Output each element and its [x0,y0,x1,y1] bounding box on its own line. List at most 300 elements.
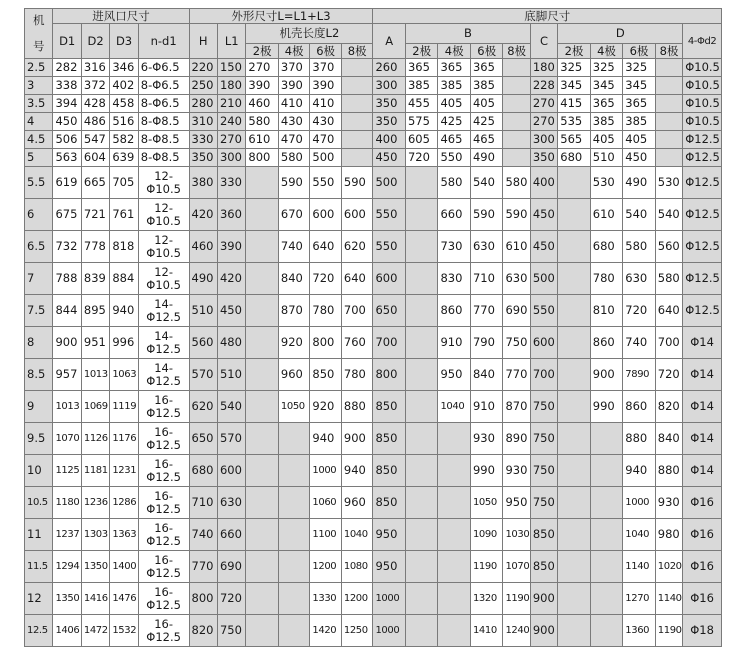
cell-d-4pole: 780 [590,263,623,295]
cell-d-4pole: 510 [590,149,623,167]
cell-d-8pole: 530 [655,167,682,199]
header-machine-no [25,9,53,59]
cell-d-4pole [590,615,623,647]
fan-dimension-table [24,8,722,647]
cell-b-6pole: 490 [470,149,503,167]
cell-l2-8pole: 600 [341,199,373,231]
cell-l2-6pole: 1000 [310,455,341,487]
cell-d-2pole [558,615,591,647]
table-row [25,487,722,519]
cell-d1: 506 [53,131,81,149]
cell-d-2pole [558,231,591,263]
cell-n-d1: 16-Φ12.5 [138,519,189,551]
cell-b-4pole: 425 [438,113,471,131]
cell-d2: 547 [81,131,109,149]
cell-d-4pole: 365 [590,95,623,113]
cell-l2-4pole: 870 [278,295,309,327]
cell-b-4pole: 950 [438,359,471,391]
cell-l2-6pole: 370 [310,59,341,77]
cell-c: 750 [530,487,557,519]
table-row [25,295,722,327]
cell-d-6pole: 345 [623,77,656,95]
cell-h: 650 [189,423,217,455]
cell-holes: Φ14 [683,327,722,359]
cell-l1: 420 [217,263,245,295]
cell-l2-6pole: 1200 [310,551,341,583]
cell-d-8pole: 1190 [655,615,682,647]
cell-c: 850 [530,551,557,583]
cell-l1: 450 [217,295,245,327]
cell-machine-no: 6.5 [25,231,53,263]
cell-holes: Φ10.5 [683,59,722,77]
cell-holes: Φ12.5 [683,231,722,263]
cell-l2-4pole: 430 [278,113,309,131]
cell-d3: 582 [110,131,138,149]
cell-h: 820 [189,615,217,647]
cell-b-6pole: 1410 [470,615,503,647]
cell-d3: 1532 [110,615,138,647]
cell-h: 800 [189,583,217,615]
cell-d-2pole [558,423,591,455]
cell-d2: 372 [81,77,109,95]
cell-machine-no: 3.5 [25,95,53,113]
cell-d-8pole: 540 [655,199,682,231]
cell-h: 770 [189,551,217,583]
cell-b-2pole [405,199,438,231]
cell-d-8pole: 580 [655,263,682,295]
cell-h: 380 [189,167,217,199]
cell-l2-4pole [278,455,309,487]
header-b-pole-4: 4极 [438,44,471,59]
cell-d3: 940 [110,295,138,327]
cell-d1: 844 [53,295,81,327]
cell-machine-no: 12.5 [25,615,53,647]
cell-c: 900 [530,583,557,615]
cell-d2: 1069 [81,391,109,423]
cell-l2-4pole: 590 [278,167,309,199]
cell-d-8pole [655,95,682,113]
cell-d1: 1125 [53,455,81,487]
cell-n-d1: 16-Φ12.5 [138,423,189,455]
cell-b-4pole: 1040 [438,391,471,423]
cell-c: 270 [530,113,557,131]
cell-b-4pole: 830 [438,263,471,295]
cell-b-4pole: 465 [438,131,471,149]
header-a: A [373,24,406,59]
cell-l2-6pole: 430 [310,113,341,131]
cell-holes: Φ12.5 [683,263,722,295]
header-machine-no-char1: 机 [32,13,45,27]
cell-d-4pole: 345 [590,77,623,95]
cell-n-d1: 16-Φ12.5 [138,615,189,647]
cell-l2-8pole: 590 [341,167,373,199]
cell-d-6pole: 580 [623,231,656,263]
cell-d3: 1119 [110,391,138,423]
cell-b-6pole: 1320 [470,583,503,615]
table-row [25,59,722,77]
header-h: H [189,24,217,59]
cell-d-8pole [655,59,682,77]
cell-b-6pole: 790 [470,327,503,359]
cell-l2-8pole [341,149,373,167]
cell-d1: 1180 [53,487,81,519]
cell-machine-no: 9 [25,391,53,423]
cell-d-4pole: 405 [590,131,623,149]
table-row [25,95,722,113]
cell-b-2pole: 385 [405,77,438,95]
header-d2: D2 [81,24,109,59]
table-row [25,231,722,263]
cell-d-8pole: 720 [655,359,682,391]
cell-l2-6pole: 1420 [310,615,341,647]
header-base-group: 底脚尺寸 [373,9,722,24]
cell-c: 900 [530,615,557,647]
cell-l2-2pole [246,327,279,359]
cell-l2-2pole [246,295,279,327]
cell-b-6pole: 990 [470,455,503,487]
cell-d3: 402 [110,77,138,95]
cell-n-d1: 16-Φ12.5 [138,583,189,615]
cell-d-2pole [558,583,591,615]
table-row [25,583,722,615]
cell-d-4pole: 325 [590,59,623,77]
cell-d-6pole: 1140 [623,551,656,583]
cell-d2: 665 [81,167,109,199]
cell-d2: 1013 [81,359,109,391]
cell-l2-2pole [246,359,279,391]
cell-d-6pole: 740 [623,327,656,359]
cell-d-6pole: 940 [623,455,656,487]
cell-d3: 516 [110,113,138,131]
cell-d2: 428 [81,95,109,113]
cell-n-d1: 12-Φ10.5 [138,199,189,231]
cell-n-d1: 12-Φ10.5 [138,167,189,199]
cell-a: 300 [373,77,406,95]
cell-machine-no: 11 [25,519,53,551]
cell-c: 700 [530,359,557,391]
cell-a: 950 [373,519,406,551]
cell-b-2pole [405,455,438,487]
cell-l2-6pole: 720 [310,263,341,295]
cell-b-2pole [405,615,438,647]
cell-d3: 1363 [110,519,138,551]
cell-d-6pole: 1040 [623,519,656,551]
cell-d-8pole: 1020 [655,551,682,583]
cell-c: 450 [530,231,557,263]
cell-b-4pole: 385 [438,77,471,95]
cell-holes: Φ18 [683,615,722,647]
cell-a: 1000 [373,583,406,615]
cell-b-8pole: 870 [503,391,530,423]
cell-d-8pole: 560 [655,231,682,263]
cell-d2: 1416 [81,583,109,615]
cell-b-4pole: 550 [438,149,471,167]
cell-l2-8pole: 620 [341,231,373,263]
cell-holes: Φ12.5 [683,199,722,231]
cell-b-8pole: 770 [503,359,530,391]
cell-b-4pole: 580 [438,167,471,199]
cell-n-d1: 8-Φ8.5 [138,131,189,149]
cell-d2: 778 [81,231,109,263]
cell-holes: Φ10.5 [683,95,722,113]
cell-l1: 510 [217,359,245,391]
header-d: D [558,24,683,44]
cell-holes: Φ10.5 [683,113,722,131]
cell-d3: 818 [110,231,138,263]
cell-d-4pole: 900 [590,359,623,391]
cell-d-8pole [655,131,682,149]
header-b-pole-6: 6极 [470,44,503,59]
table-row [25,455,722,487]
table-row [25,199,722,231]
cell-d-2pole [558,359,591,391]
cell-d-8pole: 1140 [655,583,682,615]
cell-d2: 1126 [81,423,109,455]
cell-holes: Φ12.5 [683,295,722,327]
cell-machine-no: 4.5 [25,131,53,149]
cell-l2-4pole: 410 [278,95,309,113]
cell-machine-no: 8.5 [25,359,53,391]
cell-l2-4pole [278,551,309,583]
cell-l2-8pole [341,113,373,131]
cell-b-6pole: 365 [470,59,503,77]
cell-l2-2pole [246,391,279,423]
cell-l2-4pole [278,519,309,551]
cell-l2-8pole [341,131,373,149]
cell-l2-6pole: 500 [310,149,341,167]
cell-d-2pole: 680 [558,149,591,167]
cell-d-8pole: 980 [655,519,682,551]
cell-c: 228 [530,77,557,95]
cell-l2-4pole: 920 [278,327,309,359]
cell-l2-8pole: 640 [341,263,373,295]
cell-d3: 458 [110,95,138,113]
cell-b-4pole [438,583,471,615]
cell-n-d1: 14-Φ12.5 [138,359,189,391]
cell-l1: 630 [217,487,245,519]
cell-d-4pole: 860 [590,327,623,359]
cell-b-6pole: 405 [470,95,503,113]
cell-b-8pole: 630 [503,263,530,295]
cell-a: 550 [373,199,406,231]
cell-d-8pole [655,113,682,131]
cell-l2-6pole: 920 [310,391,341,423]
cell-l2-4pole [278,487,309,519]
cell-b-8pole: 950 [503,487,530,519]
cell-b-2pole [405,423,438,455]
cell-d-6pole: 1360 [623,615,656,647]
cell-l2-6pole: 640 [310,231,341,263]
cell-l2-4pole [278,423,309,455]
cell-d-4pole: 810 [590,295,623,327]
cell-b-4pole [438,519,471,551]
cell-l2-8pole: 700 [341,295,373,327]
cell-h: 510 [189,295,217,327]
cell-d3: 1286 [110,487,138,519]
cell-l2-6pole: 600 [310,199,341,231]
cell-machine-no: 10.5 [25,487,53,519]
cell-holes: Φ16 [683,519,722,551]
cell-b-6pole: 770 [470,295,503,327]
cell-d-2pole [558,391,591,423]
header-machine-no-char2: 号 [32,39,45,53]
cell-n-d1: 14-Φ12.5 [138,295,189,327]
cell-machine-no: 3 [25,77,53,95]
cell-d3: 705 [110,167,138,199]
cell-l2-2pole: 580 [246,113,279,131]
cell-b-4pole: 365 [438,59,471,77]
cell-machine-no: 8 [25,327,53,359]
cell-b-6pole: 1190 [470,551,503,583]
cell-b-6pole: 385 [470,77,503,95]
cell-l1: 300 [217,149,245,167]
cell-d1: 1013 [53,391,81,423]
cell-n-d1: 16-Φ12.5 [138,391,189,423]
cell-holes: Φ14 [683,359,722,391]
cell-b-4pole [438,455,471,487]
cell-l2-2pole [246,455,279,487]
cell-d1: 957 [53,359,81,391]
cell-c: 300 [530,131,557,149]
cell-d3: 1231 [110,455,138,487]
cell-b-6pole: 540 [470,167,503,199]
table-row [25,327,722,359]
cell-b-8pole: 930 [503,455,530,487]
header-d-pole-2: 2极 [558,44,591,59]
cell-l2-8pole: 1200 [341,583,373,615]
cell-n-d1: 12-Φ10.5 [138,263,189,295]
cell-a: 850 [373,487,406,519]
cell-d-6pole: 7890 [623,359,656,391]
cell-d-2pole [558,519,591,551]
cell-d2: 486 [81,113,109,131]
header-c: C [530,24,557,59]
cell-b-2pole [405,359,438,391]
cell-b-6pole: 465 [470,131,503,149]
cell-c: 500 [530,263,557,295]
cell-b-2pole [405,391,438,423]
cell-h: 490 [189,263,217,295]
cell-c: 270 [530,95,557,113]
cell-d-2pole [558,327,591,359]
cell-l2-4pole: 740 [278,231,309,263]
cell-b-4pole: 660 [438,199,471,231]
cell-b-8pole: 1190 [503,583,530,615]
cell-d1: 675 [53,199,81,231]
cell-a: 650 [373,295,406,327]
header-d-pole-8: 8极 [655,44,682,59]
cell-l2-4pole: 370 [278,59,309,77]
cell-a: 550 [373,231,406,263]
cell-d-4pole [590,455,623,487]
cell-a: 350 [373,113,406,131]
cell-l2-2pole [246,231,279,263]
cell-h: 330 [189,131,217,149]
cell-d2: 604 [81,149,109,167]
cell-d3: 346 [110,59,138,77]
cell-b-8pole [503,77,530,95]
cell-d2: 316 [81,59,109,77]
cell-h: 570 [189,359,217,391]
cell-d2: 721 [81,199,109,231]
cell-l2-6pole: 1100 [310,519,341,551]
cell-l2-4pole: 470 [278,131,309,149]
cell-b-4pole [438,615,471,647]
table-row [25,131,722,149]
cell-holes: Φ12.5 [683,131,722,149]
cell-n-d1: 16-Φ12.5 [138,487,189,519]
cell-l2-4pole: 580 [278,149,309,167]
cell-b-2pole [405,487,438,519]
cell-h: 460 [189,231,217,263]
cell-b-2pole: 720 [405,149,438,167]
cell-l2-8pole: 1250 [341,615,373,647]
cell-b-2pole: 365 [405,59,438,77]
header-l2-pole-2: 2极 [246,44,279,59]
cell-d-4pole: 680 [590,231,623,263]
cell-d2: 1181 [81,455,109,487]
cell-holes: Φ14 [683,423,722,455]
cell-d2: 1236 [81,487,109,519]
cell-d2: 839 [81,263,109,295]
header-inlet-group: 进风口尺寸 [53,9,189,24]
cell-l2-6pole: 780 [310,295,341,327]
cell-h: 310 [189,113,217,131]
cell-d1: 619 [53,167,81,199]
cell-machine-no: 9.5 [25,423,53,455]
cell-d1: 1070 [53,423,81,455]
cell-d1: 900 [53,327,81,359]
cell-c: 450 [530,199,557,231]
cell-d-2pole [558,455,591,487]
cell-b-6pole: 590 [470,199,503,231]
cell-b-6pole: 1050 [470,487,503,519]
cell-b-2pole [405,295,438,327]
cell-l2-2pole: 390 [246,77,279,95]
cell-b-2pole [405,551,438,583]
cell-a: 450 [373,149,406,167]
table-row [25,113,722,131]
cell-l2-2pole [246,263,279,295]
cell-d-4pole: 530 [590,167,623,199]
cell-h: 250 [189,77,217,95]
cell-b-4pole: 860 [438,295,471,327]
cell-b-4pole: 730 [438,231,471,263]
cell-d-2pole [558,167,591,199]
cell-b-8pole: 1070 [503,551,530,583]
header-b-pole-2: 2极 [405,44,438,59]
cell-b-4pole [438,487,471,519]
cell-l2-8pole: 780 [341,359,373,391]
header-d-pole-4: 4极 [590,44,623,59]
cell-d-4pole [590,487,623,519]
cell-d-4pole [590,551,623,583]
cell-l2-2pole [246,583,279,615]
cell-l1: 720 [217,583,245,615]
cell-h: 560 [189,327,217,359]
cell-h: 220 [189,59,217,77]
cell-b-8pole: 1240 [503,615,530,647]
cell-d-4pole: 385 [590,113,623,131]
cell-n-d1: 8-Φ8.5 [138,149,189,167]
cell-a: 850 [373,391,406,423]
cell-l1: 270 [217,131,245,149]
header-d-pole-6: 6极 [623,44,656,59]
header-l2-pole-6: 6极 [310,44,341,59]
header-shell-length: 机壳长度L2 [246,24,373,44]
cell-l2-4pole: 960 [278,359,309,391]
cell-d-6pole: 880 [623,423,656,455]
